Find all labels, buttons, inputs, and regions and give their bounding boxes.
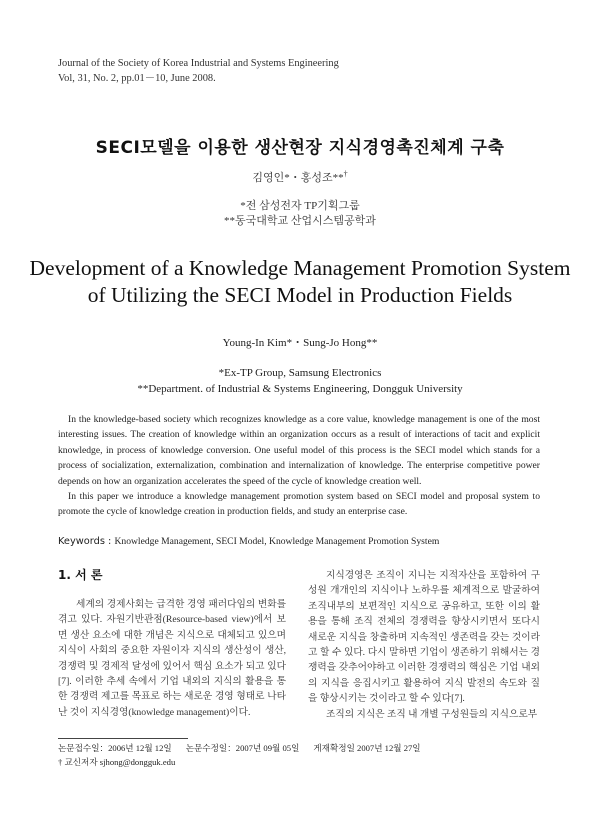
received-date: 논문접수일：2006년 12월 12일	[58, 743, 172, 753]
english-title-line-1: Development of a Knowledge Management Promotion System	[29, 256, 571, 280]
english-affiliations	[0, 365, 600, 397]
section-heading-introduction: 1. 서 론	[58, 568, 103, 582]
english-title-line-2: of Utilizing the SECI Model in Production Fields	[87, 283, 513, 307]
korean-authors	[0, 169, 600, 185]
journal-header	[58, 56, 339, 86]
keywords-label: Keywords :	[58, 536, 115, 547]
english-title	[0, 255, 600, 309]
body-paragraph: 조직의 지식은 조직 내 개별 구성원들의 지식으로부	[326, 708, 538, 720]
footnote-dates	[58, 741, 421, 755]
accepted-date: 게재확정일 2007년 12월 27일	[313, 743, 421, 753]
english-authors: Young-In Kim*・Sung-Jo Hong**	[222, 337, 378, 349]
body-paragraph: 세계의 경제사회는 급격한 경영 패러다임의 변화를 겪고 있다. 자원기반관점(Resource-based view)에서 보면 생산 요소에 대한 개념은 지식으로 대체되고 있으며 지식이 사회의 중요한 자원이자 지식의 생산성이 생산, 경쟁력 및 경제적 달성에 있어서 핵심 요소가 되고 있다[7]. 이러한 추세 속에서 기업 내외의 지식의 활용을 통한 경쟁력 제고를 목표로 하는 새로운 경영 형태로 나타난 것이 지식경영(knowledge management)이다.	[58, 599, 286, 718]
english-affiliation-2: **Department. of Industrial & Systems Engineering, Dongguk University	[137, 383, 463, 395]
korean-affiliation-2: **동국대학교 산업시스템공학과	[224, 215, 376, 227]
abstract	[58, 412, 540, 520]
revised-date: 논문수정일：2007년 09월 05일	[185, 743, 300, 753]
abstract-paragraph-1: In the knowledge-based society which recognizes knowledge as a core value, knowledge management is one of the most interesting issues. The creation of knowledge within an organization occurs as a result of interactions of tacit and explicit knowledge, in process of knowledge conversion. One useful model of this process is the SECI model which stands for a process of socialization, externalization, combination and internalization of knowledge. The enterprise competitive power depends on how an organization accelerates the speed of the cycle of knowledge creation well.	[58, 414, 540, 487]
body-column-right	[308, 568, 540, 722]
journal-volume: Vol, 31, No. 2, pp.01－10, June 2008.	[58, 73, 216, 84]
korean-affiliation-1: *전 삼성전자 TP기획그룹	[240, 200, 360, 212]
corresponding-mark: †	[343, 169, 348, 179]
corresponding-author: † 교신저자 sjhong@dongguk.edu	[58, 757, 176, 767]
korean-authors-names: 김영인*・홍성조**	[252, 172, 344, 184]
footnote-divider	[58, 738, 188, 739]
english-affiliation-1: *Ex-TP Group, Samsung Electronics	[218, 367, 382, 379]
footnote	[58, 741, 421, 769]
korean-affiliations	[0, 199, 600, 229]
keywords	[58, 536, 439, 547]
abstract-paragraph-2: In this paper we introduce a knowledge management promotion system based on SECI model and proposal system to promote the cycle of knowledge creation in production fields, and study an enterprise case.	[58, 491, 540, 518]
korean-title: SECI모델을 이용한 생산현장 지식경영촉진체계 구축	[95, 138, 505, 158]
journal-name: Journal of the Society of Korea Industrial and Systems Engineering	[58, 58, 339, 69]
body-paragraph: 지식경영은 조직이 지니는 지적자산을 포함하여 구성원 개개인의 지식이나 노하우를 체계적으로 발굴하여 조직내부의 보편적인 지식으로 공유하고, 또한 이의 활용을 통해 조직 전체의 경쟁력을 향상시키면서 또다시 새로운 지식을 창출하며 지속적인 생존력을 갖는 것이라고 할 수 있다. 다시 말하면 기업이 생존하기 위해서는 경쟁력을 갖추어야하고 이러한 경쟁력의 핵심은 기업 내외의 지식을 응집시키고 활용하여 지식 발전의 속도와 질을 향상시키는 것이라고 할 수 있다[7].	[308, 570, 540, 705]
body-column-left	[58, 597, 286, 720]
keywords-value: Knowledge Management, SECI Model, Knowledge Management Promotion System	[114, 536, 440, 547]
